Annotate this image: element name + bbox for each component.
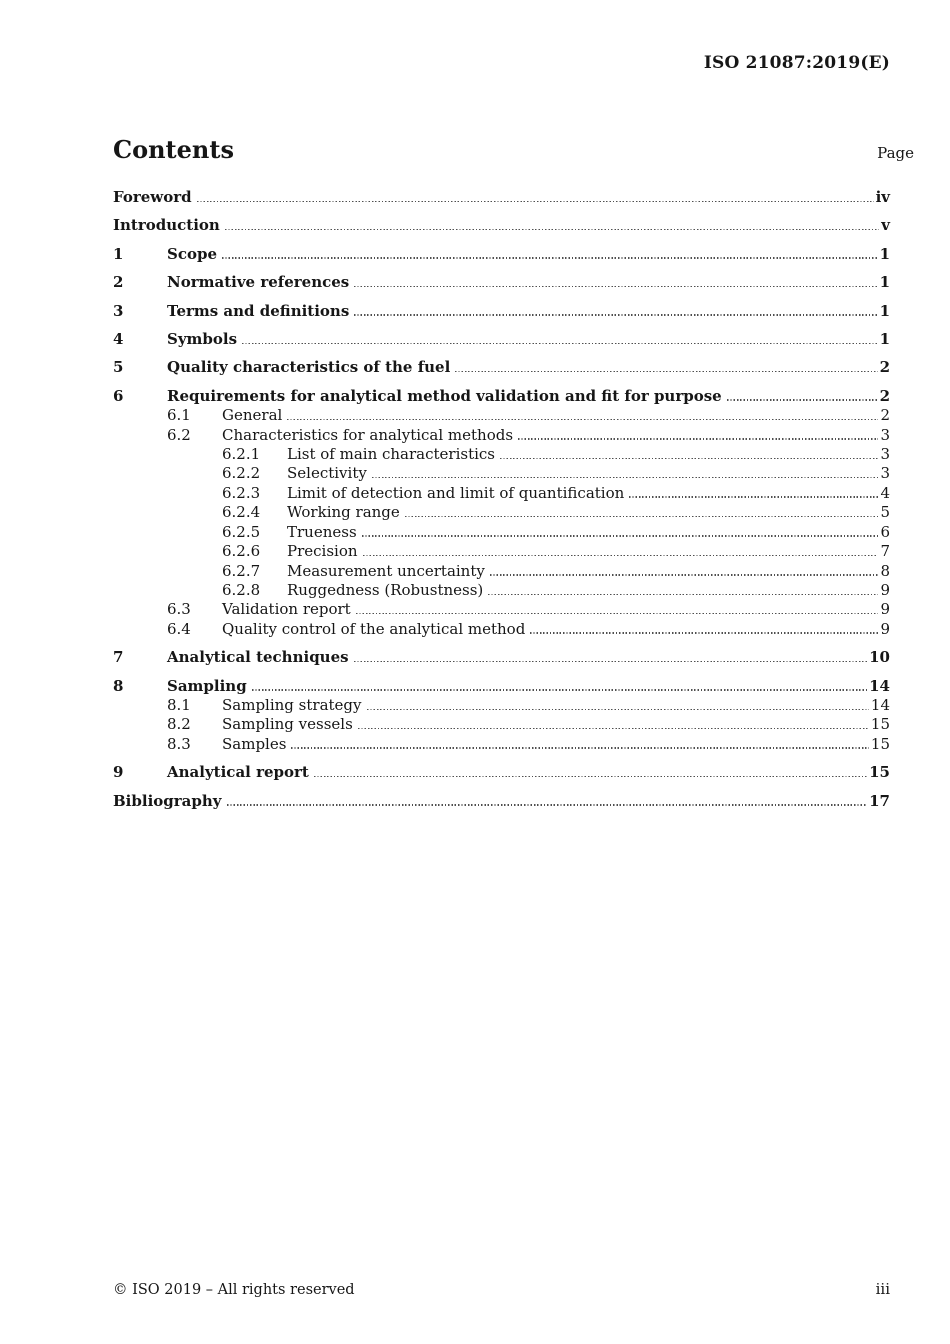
- toc-entry: [113, 503, 890, 522]
- toc-entry-page: 7: [880, 542, 890, 561]
- toc-entry: [113, 792, 890, 811]
- dot-leader: [362, 535, 879, 536]
- toc-entry-number: 1: [113, 244, 124, 263]
- toc-entry: [113, 523, 890, 542]
- toc-entry-title: Analytical report: [167, 763, 309, 782]
- toc-entry-page: 2: [880, 406, 890, 425]
- toc-entry-title: List of main characteristics: [287, 445, 496, 464]
- toc-entry-page: 3: [880, 464, 890, 483]
- toc-entry: [113, 763, 890, 782]
- page-footer: [113, 1280, 890, 1298]
- toc-entry-title: Working range: [287, 503, 400, 522]
- toc-entry-page: 3: [880, 445, 890, 464]
- toc-entry-page: iv: [875, 188, 890, 206]
- toc-entry-page: 15: [870, 715, 890, 734]
- toc-entry: [113, 273, 890, 292]
- toc-entry: [113, 330, 890, 349]
- dot-leader: [242, 343, 878, 344]
- toc-entry: [113, 542, 890, 561]
- toc-entry: [113, 484, 890, 503]
- toc-entry-number: 4: [113, 330, 124, 349]
- toc-entry-page: 1: [879, 301, 890, 320]
- toc-entry-title: Quality control of the analytical method: [222, 619, 526, 638]
- toc-entry: [113, 358, 890, 377]
- toc-entry-list: [113, 188, 890, 811]
- toc-header: [113, 135, 914, 164]
- toc-entry-title: Sampling strategy: [222, 695, 362, 714]
- toc-entry-title: Introduction: [113, 216, 220, 235]
- toc-entry: [113, 387, 890, 406]
- toc-entry-number: 6: [113, 386, 124, 405]
- toc-entry-number: 6.2.4: [222, 503, 261, 522]
- toc-entry-number: 6.2.2: [222, 464, 261, 483]
- dot-leader: [518, 438, 878, 439]
- dot-leader: [629, 496, 878, 497]
- toc-entry-number: 6.2: [167, 425, 191, 444]
- toc-entry: [113, 216, 890, 235]
- dot-leader: [291, 747, 868, 748]
- toc-entry-number: 6.2.3: [222, 483, 261, 502]
- toc-entry-number: 8.3: [167, 734, 191, 753]
- dot-leader: [358, 728, 869, 729]
- dot-leader: [222, 257, 878, 258]
- toc-entry-title: Precision: [287, 542, 358, 561]
- toc-entry-title: Sampling: [167, 676, 247, 695]
- toc-entry-number: 6.2.8: [222, 580, 261, 599]
- dot-leader: [354, 314, 877, 315]
- toc-entry-title: Symbols: [167, 330, 238, 349]
- dot-leader: [727, 399, 878, 400]
- toc-entry-page: 5: [880, 503, 890, 522]
- toc-entry-page: 2: [879, 386, 890, 405]
- toc-entry-title: Terms and definitions: [167, 301, 350, 320]
- toc-entry-title: Limit of detection and limit of quantification: [287, 483, 625, 502]
- toc-entry-title: Trueness: [287, 522, 357, 541]
- dot-leader: [500, 458, 878, 459]
- copyright-notice: © ISO 2019 – All rights reserved: [113, 1282, 355, 1298]
- toc-entry-title: Selectivity: [287, 464, 367, 483]
- toc-entry-page: v: [881, 216, 890, 235]
- toc-entry-title: Characteristics for analytical methods: [222, 425, 514, 444]
- toc-entry: [113, 696, 890, 715]
- toc-entry: [113, 735, 890, 754]
- dot-leader: [367, 709, 869, 710]
- dot-leader: [455, 371, 877, 372]
- toc-entry-page: 1: [879, 330, 890, 349]
- dot-leader: [354, 286, 877, 287]
- dot-leader: [225, 229, 879, 230]
- toc-entry-number: 6.2.5: [222, 522, 261, 541]
- dot-leader: [405, 516, 879, 517]
- toc-entry: [113, 426, 890, 445]
- toc-entry-page: 14: [870, 695, 890, 714]
- toc-entry-number: 8.2: [167, 715, 191, 734]
- toc-entry-title: Scope: [167, 244, 218, 263]
- toc-entry-title: Foreword: [113, 188, 192, 206]
- toc-entry: [113, 406, 890, 425]
- dot-leader: [227, 804, 868, 805]
- toc-entry-page: 10: [869, 648, 890, 667]
- toc-entry-page: 6: [880, 522, 890, 541]
- toc-entry-page: 3: [880, 425, 890, 444]
- toc-entry-title: Analytical techniques: [167, 648, 349, 667]
- toc-entry-title: Ruggedness (Robustness): [287, 580, 484, 599]
- toc-entry-page: 9: [880, 580, 890, 599]
- toc-entry: [113, 581, 890, 600]
- toc-entry-page: 1: [879, 244, 890, 263]
- toc-entry-number: 6.2.7: [222, 561, 261, 580]
- toc-entry: [113, 445, 890, 464]
- toc-entry-number: 7: [113, 648, 124, 667]
- toc-entry-page: 9: [880, 619, 890, 638]
- toc-entry-page: 4: [880, 483, 890, 502]
- toc-entry: [113, 620, 890, 639]
- contents-title: Contents: [113, 135, 234, 164]
- dot-leader: [372, 477, 879, 478]
- toc-entry-title: Validation report: [222, 600, 351, 619]
- toc-entry-number: 8: [113, 676, 124, 695]
- dot-leader: [530, 632, 878, 633]
- toc-entry: [113, 715, 890, 734]
- page-number: iii: [875, 1280, 890, 1298]
- table-of-contents: [113, 135, 914, 811]
- dot-leader: [490, 574, 879, 575]
- document-reference: ISO 21087:2019(E): [703, 53, 890, 73]
- toc-entry-page: 9: [880, 600, 890, 619]
- toc-entry-number: 6.2.1: [222, 445, 261, 464]
- toc-entry-number: 6.3: [167, 600, 191, 619]
- dot-leader: [356, 613, 879, 614]
- toc-entry-title: Normative references: [167, 273, 350, 292]
- toc-entry-page: 15: [869, 763, 890, 782]
- dot-leader: [287, 419, 878, 420]
- toc-entry-page: 17: [869, 791, 890, 810]
- toc-entry-title: Measurement uncertainty: [287, 561, 485, 580]
- dot-leader: [252, 689, 867, 690]
- dot-leader: [197, 201, 874, 202]
- dot-leader: [488, 594, 878, 595]
- page-column-label: Page: [877, 144, 914, 162]
- toc-entry: [113, 600, 890, 619]
- toc-entry-page: 1: [879, 273, 890, 292]
- toc-entry-number: 2: [113, 273, 124, 292]
- toc-entry: [113, 648, 890, 667]
- toc-entry: [113, 464, 890, 483]
- toc-entry-number: 6.4: [167, 619, 191, 638]
- toc-entry-number: 5: [113, 358, 124, 377]
- toc-entry: [113, 302, 890, 321]
- dot-leader: [354, 661, 868, 662]
- toc-entry: [113, 245, 890, 264]
- toc-entry: [113, 677, 890, 696]
- toc-entry-page: 14: [869, 676, 890, 695]
- toc-entry-number: 8.1: [167, 695, 191, 714]
- toc-entry-title: Sampling vessels: [222, 715, 353, 734]
- toc-entry-page: 8: [880, 561, 890, 580]
- dot-leader: [314, 776, 867, 777]
- toc-entry-title: General: [222, 406, 283, 425]
- toc-entry-title: Quality characteristics of the fuel: [167, 358, 451, 377]
- toc-entry-page: 15: [870, 734, 890, 753]
- toc-entry-title: Requirements for analytical method validation and fit for purpose: [167, 386, 722, 405]
- toc-entry-number: 3: [113, 301, 124, 320]
- toc-entry: [113, 562, 890, 581]
- toc-entry-number: 9: [113, 763, 124, 782]
- dot-leader: [363, 555, 879, 556]
- toc-entry-number: 6.1: [167, 406, 191, 425]
- toc-entry-page: 2: [879, 358, 890, 377]
- toc-entry-title: Samples: [222, 734, 287, 753]
- toc-entry-number: 6.2.6: [222, 542, 261, 561]
- toc-entry: [113, 188, 890, 207]
- toc-entry-title: Bibliography: [113, 791, 222, 810]
